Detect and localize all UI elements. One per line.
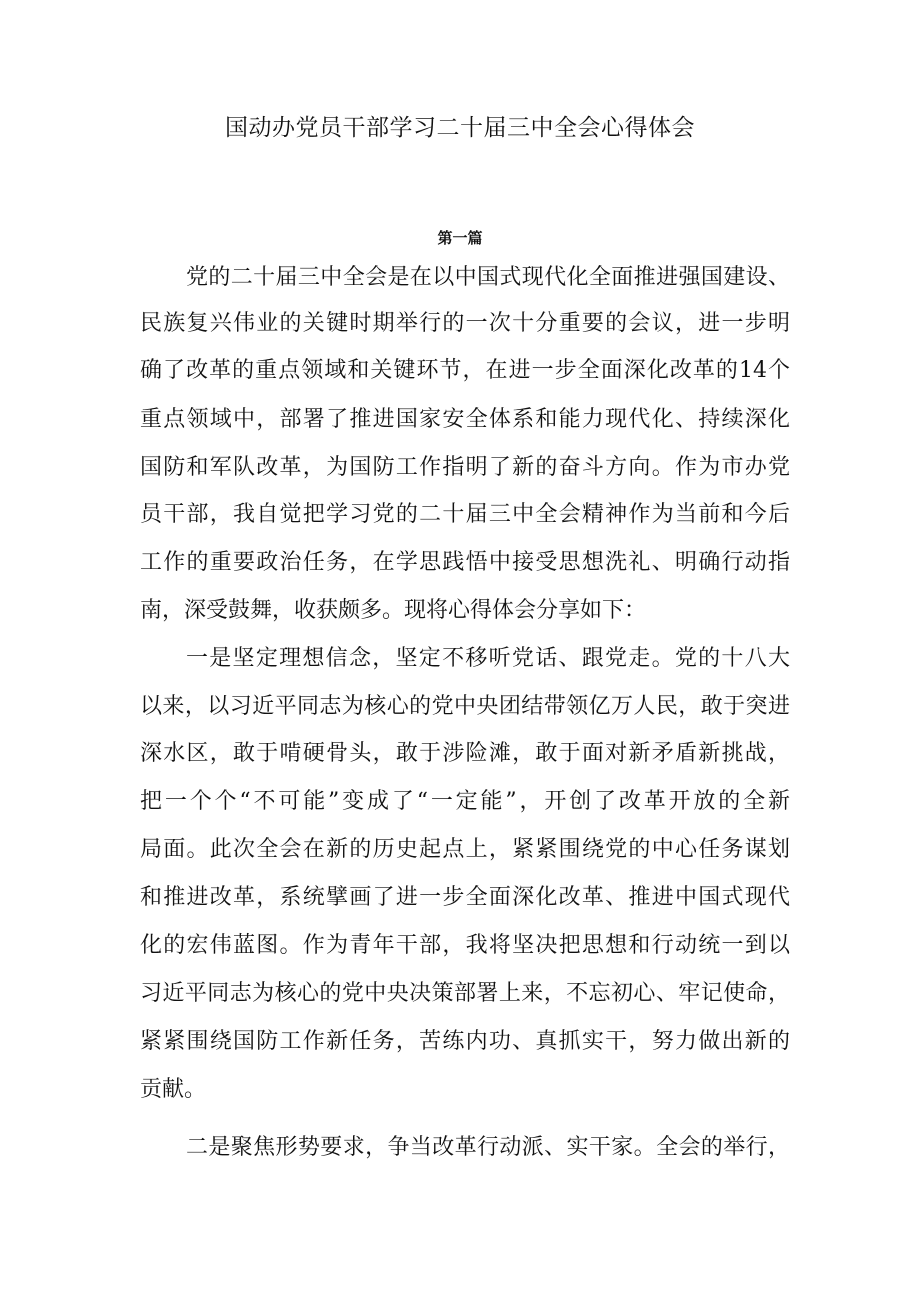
- paragraph-line: 确了改革的重点领域和关键环节，在进一步全面深化改革的14个: [140, 358, 790, 383]
- paragraph-line: 和推进改革，系统擘画了进一步全面深化改革、推进中国式现代: [140, 885, 790, 910]
- paragraph-line: 紧紧围绕国防工作新任务，苦练内功、真抓实干，努力做出新的: [140, 1029, 790, 1054]
- paragraph-line: 工作的重要政治任务，在学思践悟中接受思想洗礼、明确行动指: [140, 550, 790, 575]
- paragraph-line: 以来，以习近平同志为核心的党中央团结带领亿万人民，敢于突进: [140, 694, 790, 719]
- paragraph-line: 员干部，我自觉把学习党的二十届三中全会精神作为当前和今后: [140, 502, 790, 527]
- paragraph-line: 重点领域中，部署了推进国家安全体系和能力现代化、持续深化: [140, 407, 790, 432]
- paragraph-line: 二是聚焦形势要求，争当改革行动派、实干家。全会的举行，: [186, 1135, 790, 1160]
- document-title: 国动办党员干部学习二十届三中全会心得体会: [225, 115, 695, 141]
- paragraph-line: 党的二十届三中全会是在以中国式现代化全面推进强国建设、: [186, 265, 790, 290]
- paragraph-line: 深水区，敢于啃硬骨头，敢于涉险滩，敢于面对新矛盾新挑战，: [140, 741, 790, 766]
- paragraph-line: 把一个个“不可能”变成了“一定能”，开创了改革开放的全新: [140, 789, 790, 814]
- paragraph-line: 习近平同志为核心的党中央决策部署上来，不忘初心、牢记使命，: [140, 981, 790, 1006]
- paragraph-line: 南，深受鼓舞，收获颇多。现将心得体会分享如下：: [140, 598, 647, 623]
- section-heading: 第一篇: [437, 229, 483, 247]
- paragraph-line: 化的宏伟蓝图。作为青年干部，我将坚决把思想和行动统一到以: [140, 933, 790, 958]
- paragraph-line: 贡献。: [140, 1077, 207, 1102]
- paragraph-line: 国防和军队改革，为国防工作指明了新的奋斗方向。作为市办党: [140, 455, 790, 480]
- paragraph-line: 局面。此次全会在新的历史起点上，紧紧围绕党的中心任务谋划: [140, 837, 790, 862]
- paragraph-line: 一是坚定理想信念，坚定不移听党话、跟党走。党的十八大: [186, 646, 790, 671]
- paragraph-line: 民族复兴伟业的关键时期举行的一次十分重要的会议，进一步明: [140, 311, 790, 336]
